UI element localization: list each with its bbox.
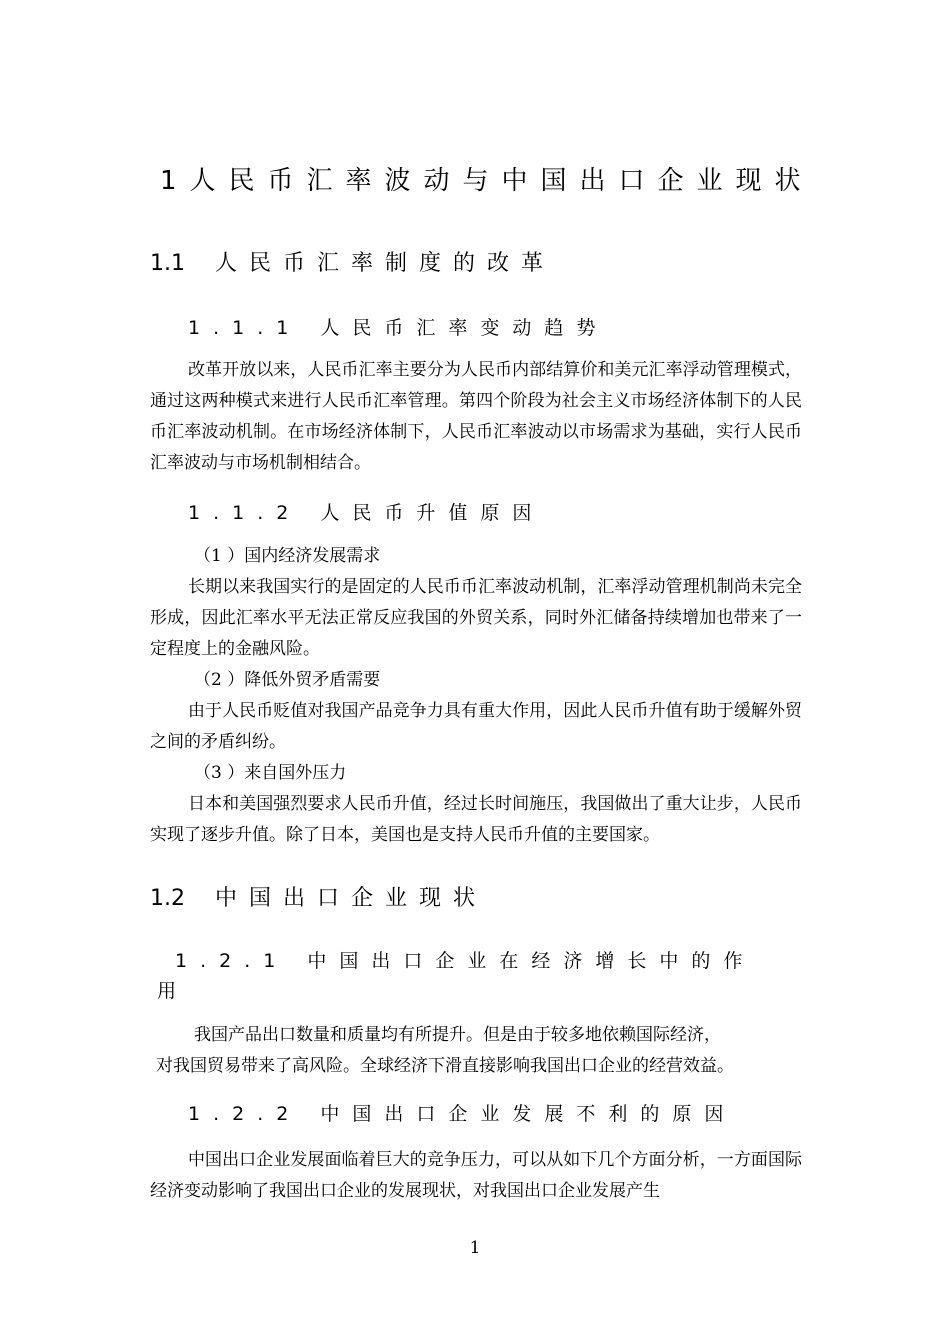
list-item-label: （3 ）来自国外压力	[194, 763, 347, 783]
list-item-label: （2 ）降低外贸矛盾需要	[194, 670, 381, 690]
paragraph-1-1-1: 改革开放以来，人民币汇率主要分为人民币内部结算价和美元汇率浮动管理模式，通过这两种模式来进行人民币汇率管理。第四个阶段为社会主义市场经济体制下的人民币汇率波动机制。在市场经济体制下，人民币汇率波动以市场需求为基础，实行人民币汇率波动与市场机制相结合。	[150, 360, 802, 473]
section-number: 1.1	[150, 251, 185, 276]
paragraph-1-2-2: 中国出口企业发展面临着巨大的竞争压力，可以从如下几个方面分析，一方面国际经济变动影响了我国出口企业的发展现状，对我国出口企业发展产生	[150, 1150, 802, 1201]
paragraph-line: 我国产品出口数量和质量均有所提升。但是由于较多地依赖国际经济，	[194, 1025, 721, 1045]
section-number: 1.2	[150, 886, 185, 911]
subsection-heading-1-2-1: 1.2.1 中国出口企业在经济增长中的作	[175, 950, 756, 972]
section-title: 人民币汇率制度的改革	[215, 251, 556, 276]
list-item-text: 日本和美国强烈要求人民币升值，经过长时间施压，我国做出了重大让步，人民币实现了逐步升值。除了日本，美国也是支持人民币升值的主要国家。	[150, 794, 802, 845]
page-number: 1	[469, 1238, 481, 1258]
list-item-text: 长期以来我国实行的是固定的人民币币汇率波动机制，汇率浮动管理机制尚未完全形成，因此汇率水平无法正常反应我国的外贸关系，同时外汇储备持续增加也带来了一定程度上的金融风险。	[150, 577, 802, 659]
list-item-label: （1 ）国内经济发展需求	[194, 546, 381, 566]
chapter-heading: 1人民币汇率波动与中国出口企业现状	[160, 166, 814, 196]
subsection-heading-1-2-2: 1.2.2 中国出口企业发展不利的原因	[188, 1103, 737, 1125]
subsection-heading-1-1-2: 1.1.2 人民币升值原因	[188, 502, 545, 524]
list-item-text: 由于人民币贬值对我国产品竞争力具有重大作用，因此人民币升值有助于缓解外贸之间的矛盾纠纷。	[150, 701, 802, 752]
section-heading-1-1	[150, 246, 555, 277]
subsection-heading-1-2-1-cont: 用	[157, 980, 190, 1002]
section-heading-1-2	[150, 881, 487, 912]
subsection-heading-1-1-1: 1.1.1 人民币汇率变动趋势	[188, 317, 609, 339]
section-title: 中国出口企业现状	[215, 886, 488, 911]
paragraph-line: 对我国贸易带来了高风险。全球经济下滑直接影响我国出口企业的经营效益。	[156, 1056, 734, 1076]
